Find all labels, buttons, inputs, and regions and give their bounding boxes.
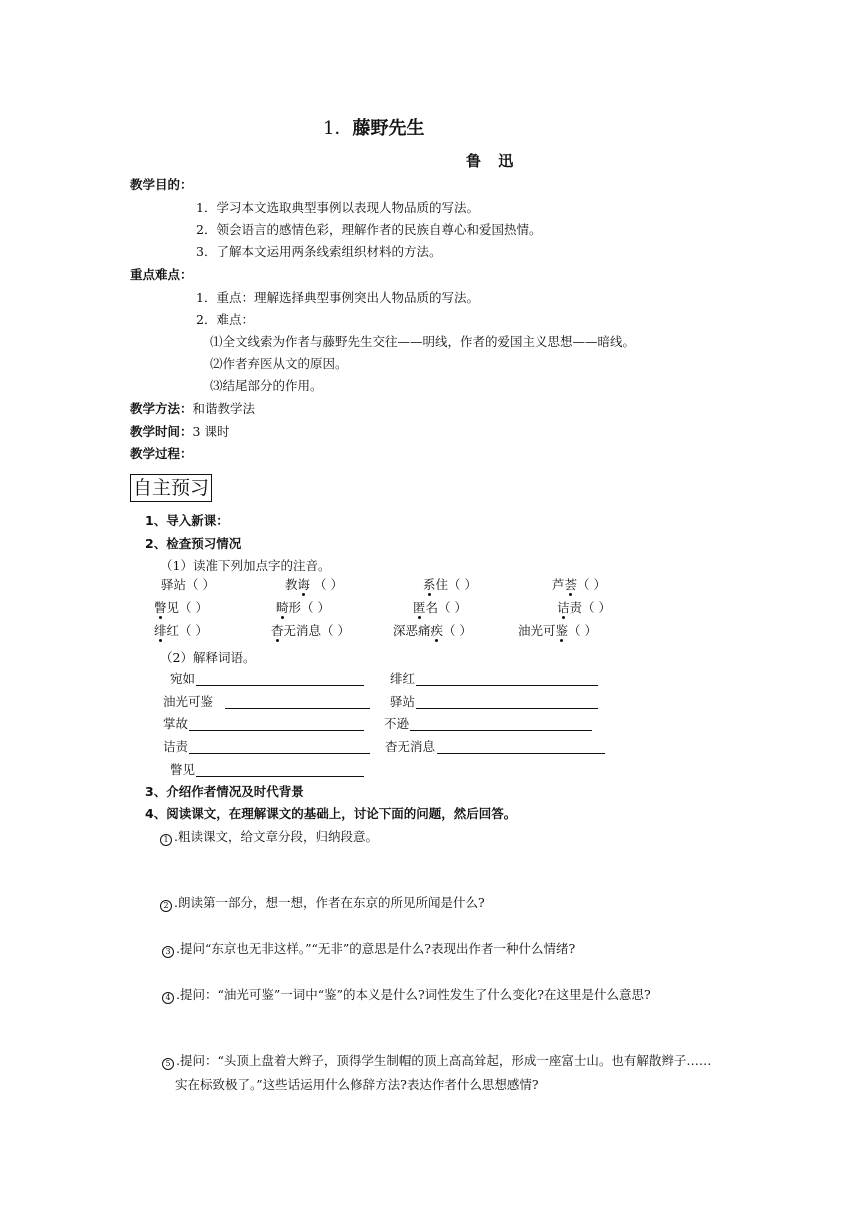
method-line [130,401,255,417]
phonetic-item: 匿名（ ） [413,600,467,615]
vocab-item: 诘责 [163,739,188,755]
time-value: 3 课时 [192,424,230,439]
vocab-item: 宛如 [170,671,195,687]
phonetic-item: 驿站（ ） [161,577,215,592]
phonetic-item: 教诲 （ ） [285,577,343,592]
question-1: 1 .粗读课文，给文章分段，归纳段意。 [160,829,378,845]
question-2: 2 .朗读第一部分，想一想，作者在东京的所见所闻是什么? [160,895,485,911]
phonetic-item: 畸形（ ） [276,600,330,615]
question-4: 4 .提问：“油光可鉴”一词中“鉴”的本义是什么?词性发生了什么变化?在这里是什么意思? [162,987,651,1003]
method-value: 和谐教学法 [192,401,256,416]
phonetic-item: 杳无消息（ ） [271,623,350,638]
vocab-item: 驿站 [390,694,415,710]
time-line [130,424,229,440]
circled-number: 5 [162,1058,174,1070]
keypoint-difficulty: 2．难点： [196,312,254,327]
step-3: 3、介绍作者情况及时代背景 [145,784,304,799]
answer-line[interactable] [196,685,364,686]
phonetic-item: 瞥见（ ） [154,600,208,615]
vocab-intro: （2）解释词语。 [160,650,256,665]
goal-item-1: 1．学习本文选取典型事例以表现人物品质的写法。 [196,200,479,215]
answer-line[interactable] [437,753,605,754]
answer-line[interactable] [196,776,364,777]
vocab-item: 油光可鉴 [163,694,213,710]
answer-line[interactable] [416,685,598,686]
vocab-item: 掌故 [163,716,188,732]
answer-line[interactable] [410,730,592,731]
phonetic-row-3 [0,623,860,639]
phonetic-item: 深恶痛疾（ ） [393,623,473,638]
page-title [323,118,424,140]
phonetic-item: 系住（ ） [423,577,477,592]
difficulty-sub-1: ⑴全文线索为作者与藤野先生交往——明线，作者的爱国主义思想——暗线。 [210,334,636,349]
goal-item-3: 3．了解本文运用两条线索组织材料的方法。 [196,244,442,259]
vocab-item: 瞥见 [170,762,195,778]
title-text: 藤野先生 [352,118,425,139]
method-label: 教学方法： [130,401,193,416]
process-label: 教学过程： [130,446,193,461]
time-label: 教学时间： [130,424,193,439]
question-5-continued: 实在标致极了。”这些话运用什么修辞方法?表达作者什么思想感情? [175,1077,539,1092]
phonetic-item: 绯红（ ） [154,623,208,638]
vocab-item: 不逊 [384,716,409,732]
phonetic-intro: （1）读准下列加点字的注音。 [160,558,331,573]
goal-item-2: 2．领会语言的感情色彩，理解作者的民族自尊心和爱国热情。 [196,222,542,237]
question-3: 3 .提问“东京也无非这样。”“无非”的意思是什么?表现出作者一种什么情绪? [162,941,575,957]
phonetic-item: 诘责（ ） [557,600,611,615]
circled-number: 3 [162,946,174,958]
section-box-self-study: 自主预习 [130,474,212,502]
step-2: 2、检查预习情况 [145,536,242,551]
step-4: 4、阅读课文，在理解课文的基础上，讨论下面的问题，然后回答。 [145,806,517,821]
keypoint-focus: 1．重点：理解选择典型事例突出人物品质的写法。 [196,290,479,305]
circled-number: 2 [160,900,172,912]
answer-line[interactable] [416,708,598,709]
answer-line[interactable] [189,730,364,731]
keypoints-label: 重点难点： [130,267,193,282]
vocab-item: 绯红 [390,671,415,687]
answer-line[interactable] [225,708,370,709]
goals-label: 教学目的： [130,177,193,192]
circled-number: 4 [162,992,174,1004]
phonetic-row-1 [0,577,860,593]
phonetic-item: 芦荟（ ） [552,577,607,592]
answer-line[interactable] [189,753,370,754]
difficulty-sub-2: ⑵作者弃医从文的原因。 [210,356,348,371]
author: 鲁 迅 [466,152,520,170]
title-number: 1． [323,118,353,139]
phonetic-row-2 [0,600,860,616]
step-1: 1、导入新课： [145,513,229,528]
vocab-item: 杳无消息 [385,739,435,755]
question-5: 5 .提问：“头顶上盘着大辫子，顶得学生制帽的顶上高高耸起，形成一座富士山。也有解散辫子…… [162,1053,711,1069]
circled-number: 1 [160,834,172,846]
phonetic-item: 油光可鉴（ ） [518,623,598,638]
difficulty-sub-3: ⑶结尾部分的作用。 [210,378,323,393]
